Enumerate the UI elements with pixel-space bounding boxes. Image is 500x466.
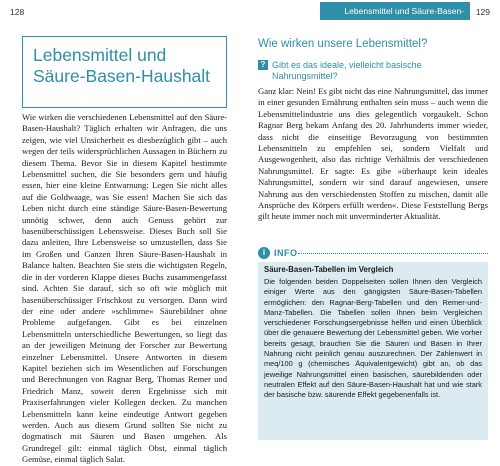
page-number: 129 bbox=[475, 7, 490, 17]
left-page bbox=[0, 0, 250, 465]
section-title: Wie wirken unsere Lebensmittel? bbox=[258, 38, 428, 50]
question-icon: ? bbox=[258, 60, 268, 70]
intro-paragraph: Wie wirken die verschiedenen Lebensmittel auf den Säure-Basen-Haushalt? Täglich erhalten wir Anfragen, die uns zeigen, wie viel Unsicherheit es diesbezüglich gibt – auch wegen der teils widersprüchlichen Aussagen in Büchern zu diesem Thema. Bevor Sie in diesem Kapitel bestimmte Lebensmittel suchen, die Sie besonders gern und häufig essen, hier eine kleine Entwarnung: Legen Sie nicht alles auf die Goldwaage, was Sie essen! Machen Sie sich das Leben nicht durch eine ständige Säure-Basen-Bewertung unnötig schwer, denn auch Genuss gehört zur basenüberschüssigen Lebensweise. Dieses Buch soll Sie dazu anleiten, Ihre Lebensweise so umzustellen, dass Sie im Großen und Ganzen Ihren Säure-Basen-Haushalt in Balance halten. Beachten Sie stets die wichtigsten Regeln, die in der vorderen Klappe dieses Buchs zusammengefasst sind. Achten Sie darauf, sich so oft wie möglich mit basenüberschüssiger Frischkost zu versorgen. Dann wird der eine oder andere »schlimme« Säurebildner ohne Probleme aufgefangen. Gibt es bei einzelnen Lebensmitteln unterschiedliche Bewertungen, so liegt das an der jeweiligen Meinung der Forscher zur Bewertung einzelner Lebensmittel. Unsere Antworten in diesem Kapitel beziehen sich im Wesentlichen auf Forschungen und Berechnungen von Ragnar Berg, Thomas Remer und Friedrich Manz, soweit deren Ergebnisse sich mit Praxiserfahrungen vieler Kollegen decken. Zu manchen Lebensmitteln kann keine eindeutige Antwort gegeben werden. Auch aus diesem Grund sollten Sie nicht zu dogmatisch mit Säuren und Basen umgehen. Als Grundregel gilt: einmal täglich Obst, einmal täglich Gemüse, einmal täglich Salat. bbox=[22, 112, 227, 465]
chapter-title: Lebensmittel und Säure-Basen-Haushalt bbox=[33, 45, 211, 86]
info-box bbox=[258, 262, 488, 440]
info-divider bbox=[298, 253, 488, 254]
question-heading bbox=[258, 60, 488, 82]
question-line-1: Gibt es das ideale, vielleicht basische bbox=[272, 60, 422, 70]
page-number: 128 bbox=[10, 7, 25, 17]
answer-paragraph: Ganz klar: Nein! Es gibt nicht das eine Nahrungsmittel, das immer in einer gesunden Ernährung enthalten sein muss – auch wenn die Lebensmittelindustrie uns dies gelegentlich vorgaukelt. Schon Ragnar Berg bekam Anfang des 20. Jahrhunderts immer wieder, dass nicht die einseitige Bevorzugung von bestimmten Lebensmitteln zu empfehlen sei, sondern Vielfalt und Ausgewogenheit, also das richtige Verhältnis der verschiedenen Nahrungsmittel. Er sagte: Es gibe »überhaupt kein ideales Nahrungsmittel, sondern wir sind darauf angewiesen, unsere Nahrung aus den verschiedensten Stoffen zu mischen, damit alle Ansprüche des Körpers erfüllt werden«. Diese Feststellung Bergs gilt heute immer noch mit unverminderter Aktualität. bbox=[258, 86, 488, 222]
running-header: Lebensmittel und Säure-Basen-Haushalt bbox=[320, 2, 470, 20]
info-icon: i bbox=[258, 247, 270, 259]
info-label: INFO bbox=[274, 248, 298, 258]
info-title: Säure-Basen-Tabellen im Vergleich bbox=[264, 265, 394, 274]
info-header bbox=[258, 247, 488, 259]
question-line-2: Nahrungsmittel? bbox=[272, 71, 338, 81]
chapter-title-box bbox=[22, 36, 227, 108]
info-text: Die folgenden beiden Doppelseiten sollen Ihnen den Vergleich einiger Werte aus den gängigsten Säure-Basen-Tabellen ermöglichen: den Ragnar-Berg-Tabellen und den Remer-und-Manz-Tabellen. Die Tabellen sollen Ihnen beim Vergleichen verschiedener Forschungsergebnisse helfen und einen Überblick über die genauere Bewertung der Lebensmittel geben. Wie vorher bereits gesagt, brauchen Sie die Säuren und Basen in Ihrer Nahrung nicht peinlich genau auszurechnen. Der Zahlenwert in meq/100 g (chemisches Äquivalentgewicht) gibt an, ob das jeweilige Nahrungsmittel einen basischen, säurebildenden oder neutralen Effekt auf den Säure-Basen-Haushalt hat und wie stark der basische bzw. säurende Effekt gegebenenfalls ist. bbox=[264, 277, 482, 400]
right-page bbox=[250, 0, 500, 450]
